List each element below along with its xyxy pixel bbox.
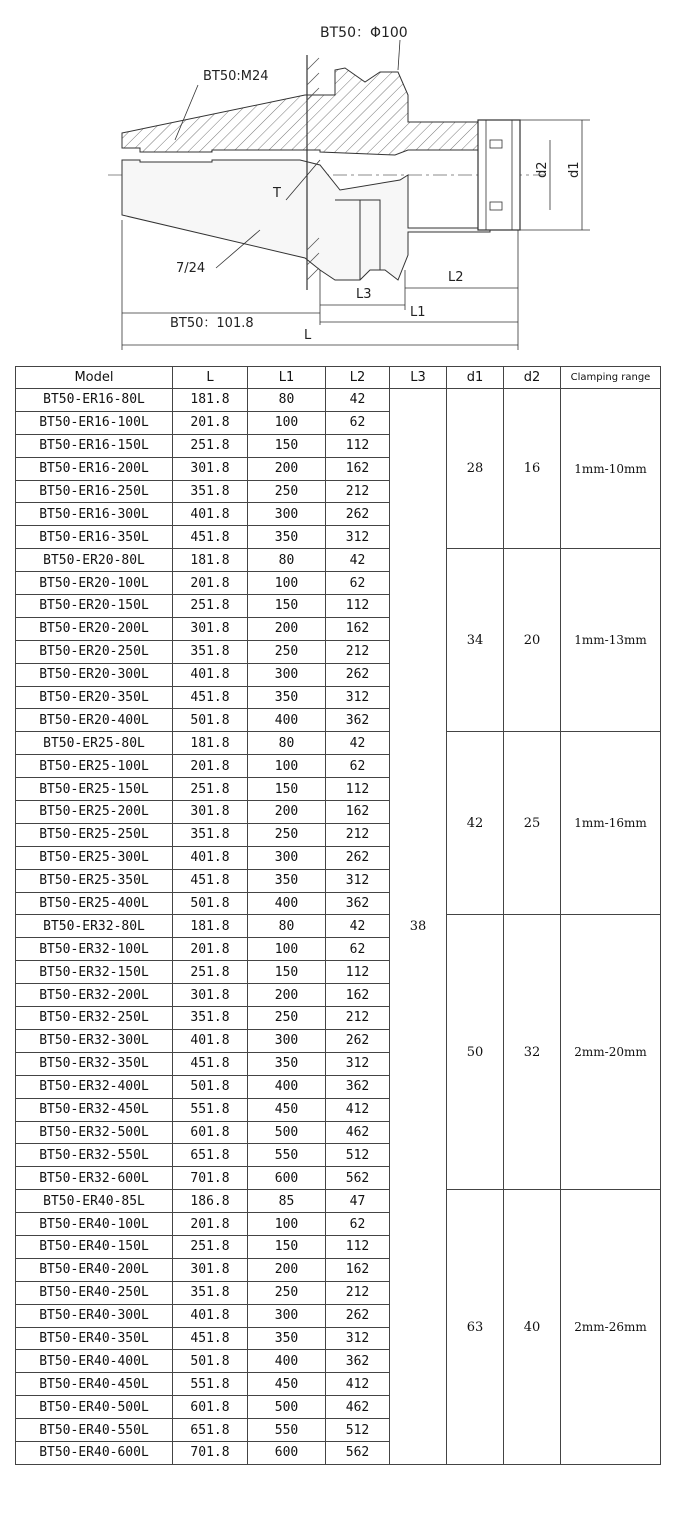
l1-cell: 600 [248, 1441, 326, 1464]
model-cell: BT50-ER32-300L [16, 1029, 173, 1052]
model-cell: BT50-ER40-400L [16, 1350, 173, 1373]
l1-cell: 250 [248, 1007, 326, 1030]
l2-cell: 112 [326, 434, 390, 457]
l-cell: 451.8 [173, 869, 248, 892]
d1-label: d1 [567, 161, 582, 178]
l-cell: 201.8 [173, 411, 248, 434]
model-cell: BT50-ER16-80L [16, 389, 173, 412]
l1-cell: 250 [248, 640, 326, 663]
l-cell: 401.8 [173, 663, 248, 686]
d2-cell: 16 [504, 389, 561, 549]
model-cell: BT50-ER40-550L [16, 1419, 173, 1442]
model-cell: BT50-ER40-200L [16, 1258, 173, 1281]
l-cell: 451.8 [173, 526, 248, 549]
l-cell: 551.8 [173, 1373, 248, 1396]
l-cell: 401.8 [173, 503, 248, 526]
l-cell: 251.8 [173, 595, 248, 618]
header-d2: d2 [504, 367, 561, 389]
l-cell: 201.8 [173, 755, 248, 778]
l1-cell: 80 [248, 732, 326, 755]
l-cell: 651.8 [173, 1144, 248, 1167]
model-cell: BT50-ER16-350L [16, 526, 173, 549]
table-row [16, 732, 661, 755]
l1-cell: 250 [248, 823, 326, 846]
clamping-range-cell: 1mm-10mm [561, 389, 661, 549]
model-cell: BT50-ER40-300L [16, 1304, 173, 1327]
l1-cell: 150 [248, 961, 326, 984]
l-cell: 181.8 [173, 732, 248, 755]
model-cell: BT50-ER25-350L [16, 869, 173, 892]
l2-cell: 42 [326, 389, 390, 412]
l-cell: 551.8 [173, 1098, 248, 1121]
l1-cell: 150 [248, 1235, 326, 1258]
model-cell: BT50-ER25-80L [16, 732, 173, 755]
l-cell: 251.8 [173, 961, 248, 984]
model-cell: BT50-ER32-80L [16, 915, 173, 938]
collet-nut [478, 120, 520, 230]
l1-cell: 300 [248, 846, 326, 869]
l2-cell: 42 [326, 549, 390, 572]
l1-cell: 80 [248, 389, 326, 412]
t-label: T [273, 186, 281, 201]
l-cell: 401.8 [173, 1304, 248, 1327]
l2-cell: 562 [326, 1441, 390, 1464]
l-label: L [304, 328, 312, 343]
d2-cell: 20 [504, 549, 561, 732]
l1-cell: 500 [248, 1121, 326, 1144]
model-cell: BT50-ER16-250L [16, 480, 173, 503]
d2-cell: 40 [504, 1190, 561, 1465]
l1-cell: 200 [248, 801, 326, 824]
l1-cell: 350 [248, 869, 326, 892]
model-cell: BT50-ER16-100L [16, 411, 173, 434]
l2-cell: 212 [326, 823, 390, 846]
table-row [16, 389, 661, 412]
l2-cell: 112 [326, 778, 390, 801]
model-cell: BT50-ER40-100L [16, 1213, 173, 1236]
l1-cell: 300 [248, 1304, 326, 1327]
model-cell: BT50-ER32-350L [16, 1052, 173, 1075]
l-cell: 301.8 [173, 1258, 248, 1281]
model-cell: BT50-ER20-300L [16, 663, 173, 686]
header-row [16, 367, 661, 389]
l-cell: 501.8 [173, 1350, 248, 1373]
l2-cell: 62 [326, 938, 390, 961]
model-cell: BT50-ER32-200L [16, 984, 173, 1007]
d2-cell: 32 [504, 915, 561, 1190]
l2-cell: 62 [326, 1213, 390, 1236]
l-cell: 301.8 [173, 984, 248, 1007]
l2-cell: 162 [326, 984, 390, 1007]
l1-cell: 150 [248, 434, 326, 457]
header-l: L [173, 367, 248, 389]
l2-cell: 262 [326, 846, 390, 869]
spec-table-body [16, 389, 661, 1465]
l3-cell: 38 [390, 389, 447, 1465]
model-cell: BT50-ER25-400L [16, 892, 173, 915]
l1-cell: 100 [248, 1213, 326, 1236]
l1-cell: 450 [248, 1098, 326, 1121]
l2-cell: 112 [326, 961, 390, 984]
l1-cell: 400 [248, 709, 326, 732]
model-cell: BT50-ER40-150L [16, 1235, 173, 1258]
l-cell: 601.8 [173, 1121, 248, 1144]
model-cell: BT50-ER40-600L [16, 1441, 173, 1464]
d2-label: d2 [535, 161, 550, 178]
l2-cell: 47 [326, 1190, 390, 1213]
l2-cell: 162 [326, 1258, 390, 1281]
l2-cell: 362 [326, 1350, 390, 1373]
model-cell: BT50-ER32-150L [16, 961, 173, 984]
model-cell: BT50-ER40-250L [16, 1281, 173, 1304]
l1-cell: 350 [248, 1327, 326, 1350]
model-cell: BT50-ER40-350L [16, 1327, 173, 1350]
clamping-range-cell: 1mm-13mm [561, 549, 661, 732]
l1-cell: 150 [248, 595, 326, 618]
model-cell: BT50-ER32-500L [16, 1121, 173, 1144]
l1-cell: 250 [248, 1281, 326, 1304]
l-cell: 201.8 [173, 1213, 248, 1236]
d1-cell: 50 [447, 915, 504, 1190]
flange-label: BT50：Φ100 [320, 25, 408, 41]
l2-cell: 262 [326, 1029, 390, 1052]
l1-cell: 400 [248, 1350, 326, 1373]
model-cell: BT50-ER20-150L [16, 595, 173, 618]
model-cell: BT50-ER16-200L [16, 457, 173, 480]
l2-cell: 62 [326, 755, 390, 778]
l2-label: L2 [448, 270, 464, 285]
header-l3: L3 [390, 367, 447, 389]
l2-cell: 312 [326, 869, 390, 892]
l1-cell: 100 [248, 572, 326, 595]
model-cell: BT50-ER25-250L [16, 823, 173, 846]
l-cell: 451.8 [173, 1327, 248, 1350]
d1-cell: 42 [447, 732, 504, 915]
l2-cell: 162 [326, 457, 390, 480]
l1-cell: 300 [248, 663, 326, 686]
d1-cell: 34 [447, 549, 504, 732]
l2-cell: 262 [326, 1304, 390, 1327]
clamping-range-cell: 2mm-26mm [561, 1190, 661, 1465]
l1-cell: 350 [248, 686, 326, 709]
l1-cell: 100 [248, 938, 326, 961]
model-cell: BT50-ER40-500L [16, 1396, 173, 1419]
l2-cell: 562 [326, 1167, 390, 1190]
model-cell: BT50-ER25-300L [16, 846, 173, 869]
l2-cell: 62 [326, 411, 390, 434]
l-cell: 501.8 [173, 1075, 248, 1098]
l2-cell: 212 [326, 640, 390, 663]
l2-cell: 212 [326, 1281, 390, 1304]
l3-label: L3 [356, 287, 372, 302]
header-clamping-range: Clamping range [561, 367, 661, 389]
l2-cell: 462 [326, 1121, 390, 1144]
l1-cell: 80 [248, 549, 326, 572]
d1-cell: 63 [447, 1190, 504, 1465]
l2-cell: 462 [326, 1396, 390, 1419]
l1-cell: 400 [248, 892, 326, 915]
d1-cell: 28 [447, 389, 504, 549]
l-cell: 251.8 [173, 434, 248, 457]
model-cell: BT50-ER20-80L [16, 549, 173, 572]
header-l1: L1 [248, 367, 326, 389]
model-cell: BT50-ER25-100L [16, 755, 173, 778]
l-cell: 186.8 [173, 1190, 248, 1213]
l1-cell: 500 [248, 1396, 326, 1419]
l-cell: 351.8 [173, 640, 248, 663]
l2-cell: 412 [326, 1373, 390, 1396]
l-cell: 351.8 [173, 1007, 248, 1030]
l1-cell: 350 [248, 1052, 326, 1075]
l2-cell: 112 [326, 595, 390, 618]
l2-cell: 312 [326, 1052, 390, 1075]
model-cell: BT50-ER32-100L [16, 938, 173, 961]
spec-table [15, 366, 661, 1465]
l2-cell: 42 [326, 915, 390, 938]
l-cell: 251.8 [173, 1235, 248, 1258]
l-cell: 301.8 [173, 457, 248, 480]
gauge-length-label: BT50：101.8 [170, 316, 254, 331]
l-cell: 601.8 [173, 1396, 248, 1419]
l2-cell: 412 [326, 1098, 390, 1121]
l2-cell: 512 [326, 1144, 390, 1167]
model-cell: BT50-ER20-200L [16, 617, 173, 640]
l2-cell: 362 [326, 1075, 390, 1098]
l1-label: L1 [410, 305, 426, 320]
model-cell: BT50-ER16-300L [16, 503, 173, 526]
l2-cell: 42 [326, 732, 390, 755]
clamping-range-cell: 2mm-20mm [561, 915, 661, 1190]
l1-cell: 80 [248, 915, 326, 938]
l-cell: 201.8 [173, 938, 248, 961]
model-cell: BT50-ER32-250L [16, 1007, 173, 1030]
l2-cell: 112 [326, 1235, 390, 1258]
l2-cell: 62 [326, 572, 390, 595]
l-cell: 351.8 [173, 1281, 248, 1304]
l1-cell: 200 [248, 617, 326, 640]
l1-cell: 400 [248, 1075, 326, 1098]
model-cell: BT50-ER40-85L [16, 1190, 173, 1213]
header-model: Model [16, 367, 173, 389]
l1-cell: 100 [248, 411, 326, 434]
clamping-range-cell: 1mm-16mm [561, 732, 661, 915]
l1-cell: 600 [248, 1167, 326, 1190]
l-cell: 351.8 [173, 823, 248, 846]
l2-cell: 312 [326, 1327, 390, 1350]
l1-cell: 550 [248, 1144, 326, 1167]
upper-section [122, 68, 478, 155]
l1-cell: 150 [248, 778, 326, 801]
l2-cell: 362 [326, 709, 390, 732]
l2-cell: 312 [326, 526, 390, 549]
l2-cell: 162 [326, 801, 390, 824]
l2-cell: 212 [326, 1007, 390, 1030]
l-cell: 201.8 [173, 572, 248, 595]
l1-cell: 100 [248, 755, 326, 778]
l-cell: 301.8 [173, 617, 248, 640]
l-cell: 251.8 [173, 778, 248, 801]
model-cell: BT50-ER32-400L [16, 1075, 173, 1098]
l2-cell: 162 [326, 617, 390, 640]
header-d1: d1 [447, 367, 504, 389]
model-cell: BT50-ER32-600L [16, 1167, 173, 1190]
l2-cell: 212 [326, 480, 390, 503]
l2-cell: 362 [326, 892, 390, 915]
l-cell: 181.8 [173, 389, 248, 412]
table-row [16, 1190, 661, 1213]
model-cell: BT50-ER32-550L [16, 1144, 173, 1167]
l-cell: 451.8 [173, 686, 248, 709]
model-cell: BT50-ER20-350L [16, 686, 173, 709]
l-cell: 651.8 [173, 1419, 248, 1442]
l-cell: 401.8 [173, 1029, 248, 1052]
l1-cell: 450 [248, 1373, 326, 1396]
model-cell: BT50-ER20-250L [16, 640, 173, 663]
l2-cell: 262 [326, 663, 390, 686]
header-l2: L2 [326, 367, 390, 389]
l2-cell: 312 [326, 686, 390, 709]
model-cell: BT50-ER16-150L [16, 434, 173, 457]
l1-cell: 200 [248, 984, 326, 1007]
model-cell: BT50-ER40-450L [16, 1373, 173, 1396]
thread-label: BT50:M24 [203, 69, 269, 84]
d2-cell: 25 [504, 732, 561, 915]
l-cell: 701.8 [173, 1441, 248, 1464]
l-cell: 451.8 [173, 1052, 248, 1075]
l-cell: 701.8 [173, 1167, 248, 1190]
l-cell: 181.8 [173, 915, 248, 938]
model-cell: BT50-ER32-450L [16, 1098, 173, 1121]
l1-cell: 85 [248, 1190, 326, 1213]
toolholder-drawing [0, 0, 690, 360]
table-row [16, 549, 661, 572]
model-cell: BT50-ER20-400L [16, 709, 173, 732]
l-cell: 181.8 [173, 549, 248, 572]
l-cell: 401.8 [173, 846, 248, 869]
model-cell: BT50-ER25-150L [16, 778, 173, 801]
l1-cell: 200 [248, 457, 326, 480]
l-cell: 501.8 [173, 709, 248, 732]
l1-cell: 200 [248, 1258, 326, 1281]
l1-cell: 300 [248, 503, 326, 526]
l-cell: 351.8 [173, 480, 248, 503]
l-cell: 501.8 [173, 892, 248, 915]
l1-cell: 350 [248, 526, 326, 549]
l2-cell: 512 [326, 1419, 390, 1442]
l1-cell: 550 [248, 1419, 326, 1442]
l2-cell: 262 [326, 503, 390, 526]
taper-label: 7/24 [176, 261, 206, 276]
l-cell: 301.8 [173, 801, 248, 824]
l1-cell: 250 [248, 480, 326, 503]
model-cell: BT50-ER20-100L [16, 572, 173, 595]
table-row [16, 915, 661, 938]
l1-cell: 300 [248, 1029, 326, 1052]
model-cell: BT50-ER25-200L [16, 801, 173, 824]
